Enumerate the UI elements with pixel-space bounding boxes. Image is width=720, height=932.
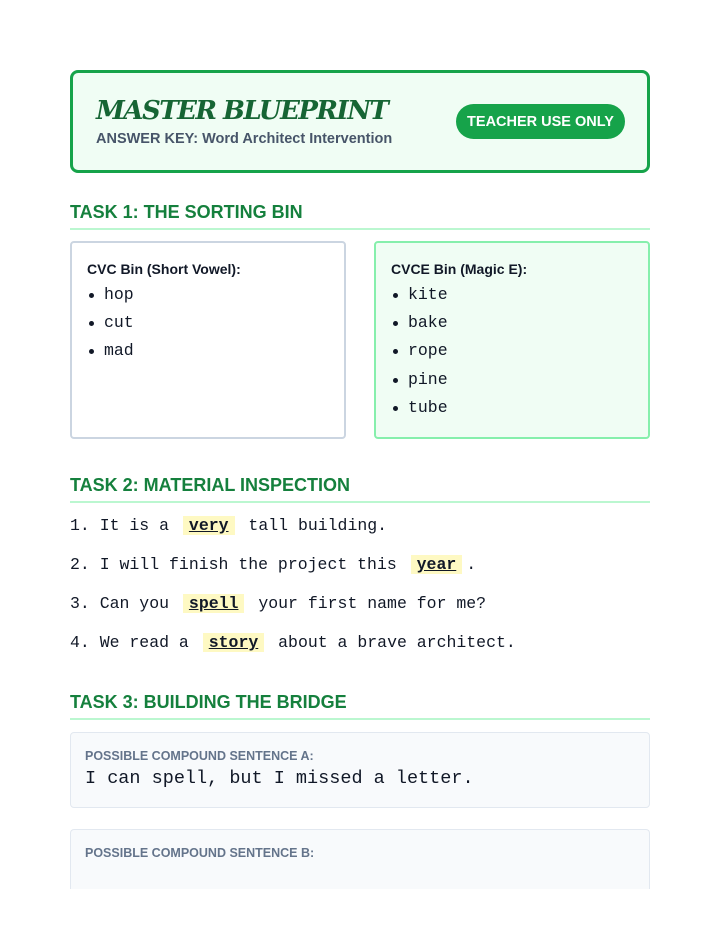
sentence-text: 1. It is a xyxy=(70,516,179,535)
answer-box-a xyxy=(70,732,650,808)
answer-box-b xyxy=(70,829,650,889)
sentence-list xyxy=(70,516,650,672)
answer-word: year xyxy=(411,555,463,574)
answer-label: POSSIBLE COMPOUND SENTENCE A: xyxy=(85,749,314,763)
cvc-bin xyxy=(70,241,346,439)
cvce-bin-title: CVCE Bin (Magic E): xyxy=(391,261,528,277)
list-item: hop xyxy=(87,285,329,313)
sentence-item xyxy=(70,633,650,672)
sentence-item xyxy=(70,594,650,633)
header-card xyxy=(70,70,650,173)
page-title: MASTER BLUEPRINT xyxy=(96,96,388,126)
list-item: cut xyxy=(87,313,329,341)
task3-heading: TASK 3: BUILDING THE BRIDGE xyxy=(70,692,650,720)
list-item: mad xyxy=(87,341,329,369)
sentence-text: tall building. xyxy=(238,516,388,535)
answer-label: POSSIBLE COMPOUND SENTENCE B: xyxy=(85,846,315,860)
sentence-item xyxy=(70,555,650,594)
cvc-bin-title: CVC Bin (Short Vowel): xyxy=(87,261,241,277)
teacher-use-badge: TEACHER USE ONLY xyxy=(456,104,625,139)
sentence-text: about a brave architect. xyxy=(268,633,516,652)
list-item: rope xyxy=(391,341,633,369)
sentence-text: 3. Can you xyxy=(70,594,179,613)
sentence-text: 2. I will finish the project this xyxy=(70,555,407,574)
worksheet-page xyxy=(70,70,650,860)
cvc-word-list xyxy=(87,285,329,370)
cvce-word-list xyxy=(391,285,633,426)
sentence-text: 4. We read a xyxy=(70,633,199,652)
answer-word: spell xyxy=(183,594,245,613)
cvce-bin xyxy=(374,241,650,439)
task2-heading: TASK 2: MATERIAL INSPECTION xyxy=(70,475,650,503)
answer-text: I can spell, but I missed a letter. xyxy=(85,768,474,789)
task1-heading: TASK 1: THE SORTING BIN xyxy=(70,202,650,230)
list-item: bake xyxy=(391,313,633,341)
page-subtitle: ANSWER KEY: Word Architect Intervention xyxy=(96,131,393,147)
sentence-text: . xyxy=(466,555,477,574)
answer-word: very xyxy=(183,516,235,535)
sentence-text: your first name for me? xyxy=(248,594,487,613)
sentence-item xyxy=(70,516,650,555)
list-item: pine xyxy=(391,370,633,398)
answer-word: story xyxy=(203,633,265,652)
list-item: kite xyxy=(391,285,633,313)
list-item: tube xyxy=(391,398,633,426)
